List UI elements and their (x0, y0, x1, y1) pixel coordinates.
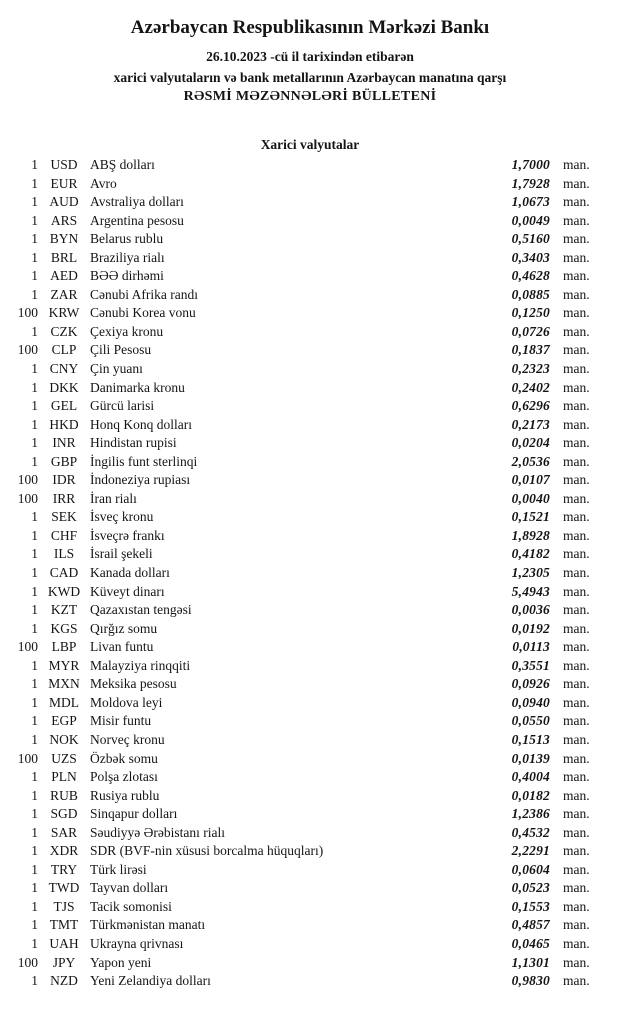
currency-code-cell: XDR (49, 843, 79, 859)
currency-name-cell: Polşa zlotası (90, 769, 158, 785)
currency-name-cell: İndoneziya rupiası (90, 472, 191, 488)
unit-cell: man. (563, 323, 590, 339)
rate-value-cell: 0,0049 (511, 212, 550, 228)
rate-value-cell: 0,4857 (511, 917, 550, 933)
currency-row (0, 527, 595, 546)
currency-row (0, 490, 595, 509)
unit-cell: man. (563, 954, 590, 970)
currency-code-cell: ILS (53, 546, 75, 562)
rate-value-cell: 1,1301 (511, 954, 550, 970)
currency-row (0, 620, 595, 639)
quantity-cell: 1 (31, 602, 38, 618)
currency-name-cell: Danimarka kronu (90, 379, 185, 395)
currency-code-cell: IRR (52, 490, 76, 506)
currency-row (0, 824, 595, 843)
currency-row (0, 267, 595, 286)
currency-code-cell: ZAR (50, 286, 78, 302)
currency-name-cell: Moldova leyi (90, 694, 163, 710)
rate-value-cell: 5,4943 (511, 583, 550, 599)
currency-code-cell: UZS (51, 750, 77, 766)
currency-code-cell: JPY (52, 954, 76, 970)
currency-row (0, 453, 595, 472)
currency-code-cell: KZT (50, 602, 78, 618)
rate-value-cell: 0,9830 (511, 973, 550, 989)
unit-cell: man. (563, 194, 590, 210)
currency-name-cell: Argentina pesosu (90, 212, 184, 228)
currency-name-cell: Malayziya rinqqiti (90, 657, 191, 673)
currency-row (0, 583, 595, 602)
quantity-cell: 1 (31, 861, 38, 877)
currency-name-cell: Özbək somu (90, 750, 158, 766)
quantity-cell: 1 (31, 880, 38, 896)
quantity-cell: 100 (17, 342, 38, 358)
currency-name-cell: İngilis funt sterlinqi (90, 453, 198, 469)
currency-row (0, 230, 595, 249)
quantity-cell: 100 (17, 954, 38, 970)
unit-cell: man. (563, 527, 590, 543)
currency-code-cell: HKD (49, 416, 79, 432)
unit-cell: man. (563, 398, 590, 414)
currency-row (0, 638, 595, 657)
unit-cell: man. (563, 231, 590, 247)
unit-cell: man. (563, 824, 590, 840)
rate-value-cell: 1,2386 (511, 806, 550, 822)
quantity-cell: 1 (31, 546, 38, 562)
currency-code-cell: SEK (51, 509, 77, 525)
rate-value-cell: 0,3551 (511, 657, 550, 673)
currency-code-cell: USD (50, 157, 78, 172)
rate-value-cell: 0,0113 (512, 639, 550, 655)
rate-value-cell: 0,1553 (511, 898, 550, 914)
currency-row (0, 916, 595, 935)
currency-name-cell: Yeni Zelandiya dolları (90, 973, 211, 989)
currency-row (0, 879, 595, 898)
quantity-cell: 1 (31, 620, 38, 636)
quantity-cell: 100 (17, 305, 38, 321)
rate-value-cell: 0,0926 (511, 676, 550, 692)
currency-name-cell: Cənubi Korea vonu (90, 305, 196, 321)
quantity-cell: 1 (31, 435, 38, 451)
rate-value-cell: 0,0726 (511, 323, 550, 339)
quantity-cell: 1 (31, 806, 38, 822)
currency-code-cell: TRY (50, 861, 78, 877)
currency-name-cell: Honq Konq dolları (90, 416, 192, 432)
currency-name-cell: Çili Pesosu (90, 342, 152, 358)
unit-cell: man. (563, 676, 590, 692)
unit-cell: man. (563, 602, 590, 618)
quantity-cell: 1 (31, 379, 38, 395)
currency-code-cell: MXN (48, 676, 80, 692)
quantity-cell: 1 (31, 917, 38, 933)
unit-cell: man. (563, 249, 590, 265)
currency-row (0, 750, 595, 769)
unit-cell: man. (563, 787, 590, 803)
currency-name-cell: Braziliya rialı (90, 249, 165, 265)
rate-value-cell: 0,6296 (511, 398, 550, 414)
quantity-cell: 1 (31, 157, 38, 172)
currency-code-cell: DKK (49, 379, 79, 395)
unit-cell: man. (563, 490, 590, 506)
quantity-cell: 1 (31, 268, 38, 284)
quantity-cell: 1 (31, 249, 38, 265)
unit-cell: man. (563, 157, 590, 172)
quantity-cell: 1 (31, 898, 38, 914)
rate-value-cell: 1,2305 (511, 565, 550, 581)
rate-value-cell: 0,0204 (511, 435, 550, 451)
currency-code-cell: KWD (47, 583, 81, 599)
currency-row (0, 249, 595, 268)
rate-value-cell: 0,2173 (511, 416, 550, 432)
unit-cell: man. (563, 268, 590, 284)
rate-value-cell: 0,4004 (511, 769, 550, 785)
currency-name-cell: Ukrayna qrivnası (90, 935, 184, 951)
currency-row (0, 675, 595, 694)
rate-value-cell: 0,0523 (511, 880, 550, 896)
currency-name-cell: ABŞ dolları (90, 157, 155, 172)
currency-name-cell: Avro (90, 175, 117, 191)
currency-row (0, 972, 595, 991)
unit-cell: man. (563, 731, 590, 747)
unit-cell: man. (563, 583, 590, 599)
rate-value-cell: 2,2291 (511, 843, 550, 859)
currency-code-cell: TMT (49, 917, 79, 933)
rate-value-cell: 0,0192 (511, 620, 550, 636)
quantity-cell: 1 (31, 323, 38, 339)
currency-name-cell: Qazaxıstan tengəsi (90, 602, 192, 618)
currency-name-cell: Norveç kronu (90, 731, 165, 747)
currency-code-cell: INR (52, 435, 76, 451)
unit-cell: man. (563, 973, 590, 989)
unit-cell: man. (563, 750, 590, 766)
quantity-cell: 1 (31, 361, 38, 377)
rate-value-cell: 1,7928 (511, 175, 550, 191)
quantity-cell: 1 (31, 175, 38, 191)
section-title-foreign-currencies: Xarici valyutalar (260, 137, 360, 152)
currency-name-cell: Çin yuanı (90, 361, 143, 377)
rate-value-cell: 0,0465 (511, 935, 550, 951)
currency-code-cell: GBP (50, 453, 78, 469)
currency-name-cell: İran rialı (90, 490, 137, 506)
unit-cell: man. (563, 843, 590, 859)
currency-name-cell: Türk lirəsi (90, 861, 147, 877)
quantity-cell: 1 (31, 769, 38, 785)
quantity-cell: 1 (31, 212, 38, 228)
currency-code-cell: CHF (50, 527, 78, 543)
quantity-cell: 1 (31, 583, 38, 599)
unit-cell: man. (563, 769, 590, 785)
unit-cell: man. (563, 416, 590, 432)
currency-name-cell: Çexiya kronu (90, 323, 164, 339)
quantity-cell: 1 (31, 694, 38, 710)
currency-code-cell: ARS (50, 212, 78, 228)
currency-code-cell: EGP (51, 713, 77, 729)
currency-row (0, 397, 595, 416)
quantity-cell: 100 (17, 490, 38, 506)
currency-rates-table (0, 156, 620, 991)
unit-cell: man. (563, 305, 590, 321)
quantity-cell: 1 (31, 416, 38, 432)
currency-name-cell: İsrail şekeli (90, 546, 153, 562)
currency-name-cell: Livan funtu (90, 639, 154, 655)
currency-name-cell: Türkmənistan manatı (90, 917, 206, 933)
currency-row (0, 508, 595, 527)
unit-cell: man. (563, 935, 590, 951)
unit-cell: man. (563, 546, 590, 562)
rate-value-cell: 0,2402 (511, 379, 550, 395)
unit-cell: man. (563, 472, 590, 488)
currency-row (0, 731, 595, 750)
quantity-cell: 1 (31, 843, 38, 859)
currency-row (0, 564, 595, 583)
quantity-cell: 1 (31, 527, 38, 543)
unit-cell: man. (563, 657, 590, 673)
currency-code-cell: CLP (51, 342, 77, 358)
currency-name-cell: Gürcü larisi (90, 398, 155, 414)
unit-cell: man. (563, 379, 590, 395)
currency-code-cell: MDL (49, 694, 79, 710)
currency-row (0, 416, 595, 435)
currency-name-cell: Tayvan dolları (90, 880, 169, 896)
currency-row (0, 471, 595, 490)
quantity-cell: 1 (31, 453, 38, 469)
currency-name-cell: SDR (BVF-nin xüsusi borcalma hüquqları) (90, 843, 324, 859)
rate-value-cell: 0,4532 (511, 824, 550, 840)
currency-name-cell: Cənubi Afrika randı (90, 286, 198, 302)
currency-row (0, 861, 595, 880)
currency-code-cell: KRW (48, 305, 80, 321)
currency-name-cell: Avstraliya dolları (90, 194, 184, 210)
currency-row (0, 212, 595, 231)
currency-code-cell: BYN (49, 231, 79, 247)
currency-name-cell: Hindistan rupisi (90, 435, 177, 451)
currency-row (0, 175, 595, 194)
currency-row (0, 768, 595, 787)
currency-name-cell: Yapon yeni (90, 954, 152, 970)
currency-code-cell: AED (50, 268, 78, 284)
currency-name-cell: Küveyt dinarı (90, 583, 165, 599)
scope-line: xarici valyutaların və bank metallarının Azərbaycan manatına qarşı (113, 70, 507, 85)
currency-code-cell: SAR (50, 824, 78, 840)
quantity-cell: 1 (31, 565, 38, 581)
currency-row (0, 694, 595, 713)
rate-value-cell: 0,4182 (511, 546, 550, 562)
currency-code-cell: LBP (51, 639, 77, 655)
unit-cell: man. (563, 212, 590, 228)
rate-value-cell: 0,4628 (511, 268, 550, 284)
currency-code-cell: NZD (50, 973, 78, 989)
currency-row (0, 601, 595, 620)
unit-cell: man. (563, 620, 590, 636)
rate-value-cell: 0,3403 (511, 249, 550, 265)
currency-name-cell: Səudiyyə Ərəbistanı rialı (90, 824, 225, 840)
rate-value-cell: 0,1513 (511, 731, 550, 747)
currency-row (0, 156, 595, 175)
currency-row (0, 434, 595, 453)
quantity-cell: 1 (31, 935, 38, 951)
currency-code-cell: UAH (49, 935, 79, 951)
rate-value-cell: 0,0550 (511, 713, 550, 729)
currency-code-cell: GEL (50, 398, 78, 414)
unit-cell: man. (563, 361, 590, 377)
currency-row (0, 360, 595, 379)
unit-cell: man. (563, 880, 590, 896)
rate-value-cell: 0,0885 (511, 286, 550, 302)
unit-cell: man. (563, 175, 590, 191)
currency-code-cell: SGD (50, 806, 78, 822)
rate-value-cell: 2,0536 (511, 453, 550, 469)
currency-code-cell: TJS (53, 898, 75, 914)
quantity-cell: 1 (31, 676, 38, 692)
rate-value-cell: 1,7000 (511, 157, 550, 172)
currency-code-cell: TWD (48, 880, 80, 896)
bank-name-title: Azərbaycan Respublikasının Mərkəzi Bankı (130, 17, 490, 38)
currency-code-cell: MYR (48, 657, 80, 673)
rate-value-cell: 1,8928 (511, 527, 550, 543)
currency-name-cell: Kanada dolları (90, 565, 170, 581)
rate-value-cell: 0,0139 (511, 750, 550, 766)
unit-cell: man. (563, 453, 590, 469)
quantity-cell: 100 (17, 472, 38, 488)
currency-row (0, 193, 595, 212)
quantity-cell: 100 (17, 750, 38, 766)
currency-code-cell: AUD (49, 194, 79, 210)
quantity-cell: 1 (31, 787, 38, 803)
currency-row (0, 805, 595, 824)
unit-cell: man. (563, 898, 590, 914)
rate-value-cell: 0,0107 (511, 472, 550, 488)
unit-cell: man. (563, 286, 590, 302)
unit-cell: man. (563, 806, 590, 822)
currency-code-cell: EUR (50, 175, 78, 191)
unit-cell: man. (563, 565, 590, 581)
unit-cell: man. (563, 639, 590, 655)
currency-name-cell: BƏƏ dirhəmi (90, 268, 164, 284)
quantity-cell: 1 (31, 398, 38, 414)
currency-name-cell: Qırğız somu (90, 620, 158, 636)
currency-name-cell: Tacik somonisi (90, 898, 172, 914)
quantity-cell: 1 (31, 231, 38, 247)
unit-cell: man. (563, 917, 590, 933)
currency-row (0, 304, 595, 323)
quantity-cell: 1 (31, 509, 38, 525)
unit-cell: man. (563, 861, 590, 877)
currency-row (0, 657, 595, 676)
rate-value-cell: 1,0673 (511, 194, 550, 210)
currency-code-cell: NOK (49, 731, 79, 747)
quantity-cell: 1 (31, 286, 38, 302)
currency-code-cell: IDR (52, 472, 76, 488)
currency-code-cell: CNY (49, 361, 79, 377)
quantity-cell: 1 (31, 973, 38, 989)
rate-value-cell: 0,0604 (511, 861, 550, 877)
currency-code-cell: CZK (50, 323, 78, 339)
currency-row (0, 323, 595, 342)
unit-cell: man. (563, 435, 590, 451)
currency-row (0, 898, 595, 917)
currency-name-cell: İsveçrə frankı (90, 527, 165, 543)
currency-row (0, 935, 595, 954)
currency-name-cell: Misir funtu (90, 713, 152, 729)
currency-name-cell: Belarus rublu (90, 231, 164, 247)
rate-value-cell: 0,0940 (511, 694, 550, 710)
rate-value-cell: 0,1521 (511, 509, 550, 525)
currency-row (0, 286, 595, 305)
currency-name-cell: İsveç kronu (90, 509, 154, 525)
unit-cell: man. (563, 509, 590, 525)
currency-code-cell: PLN (51, 769, 77, 785)
unit-cell: man. (563, 342, 590, 358)
currency-row (0, 787, 595, 806)
rate-value-cell: 0,1250 (511, 305, 550, 321)
currency-code-cell: CAD (49, 565, 79, 581)
currency-row (0, 545, 595, 564)
rate-value-cell: 0,2323 (511, 361, 550, 377)
currency-row (0, 954, 595, 973)
rate-value-cell: 0,0036 (511, 602, 550, 618)
currency-name-cell: Meksika pesosu (90, 676, 177, 692)
currency-code-cell: RUB (50, 787, 78, 803)
rate-value-cell: 0,0040 (511, 490, 550, 506)
unit-cell: man. (563, 713, 590, 729)
rate-value-cell: 0,0182 (511, 787, 550, 803)
currency-row (0, 341, 595, 360)
quantity-cell: 100 (17, 639, 38, 655)
quantity-cell: 1 (31, 657, 38, 673)
unit-cell: man. (563, 694, 590, 710)
currency-code-cell: KGS (50, 620, 78, 636)
currency-code-cell: BRL (50, 249, 78, 265)
quantity-cell: 1 (31, 731, 38, 747)
currency-row (0, 379, 595, 398)
currency-row (0, 842, 595, 861)
currency-name-cell: Rusiya rublu (90, 787, 160, 803)
currency-name-cell: Sinqapur dolları (90, 806, 178, 822)
effective-date-line: 26.10.2023 -cü il tarixindən etibarən (206, 49, 414, 64)
quantity-cell: 1 (31, 194, 38, 210)
bulletin-title: RƏSMİ MƏZƏNNƏLƏRİ BÜLLETENİ (183, 89, 437, 104)
rate-value-cell: 0,5160 (511, 231, 550, 247)
quantity-cell: 1 (31, 713, 38, 729)
quantity-cell: 1 (31, 824, 38, 840)
rate-value-cell: 0,1837 (511, 342, 550, 358)
currency-row (0, 712, 595, 731)
